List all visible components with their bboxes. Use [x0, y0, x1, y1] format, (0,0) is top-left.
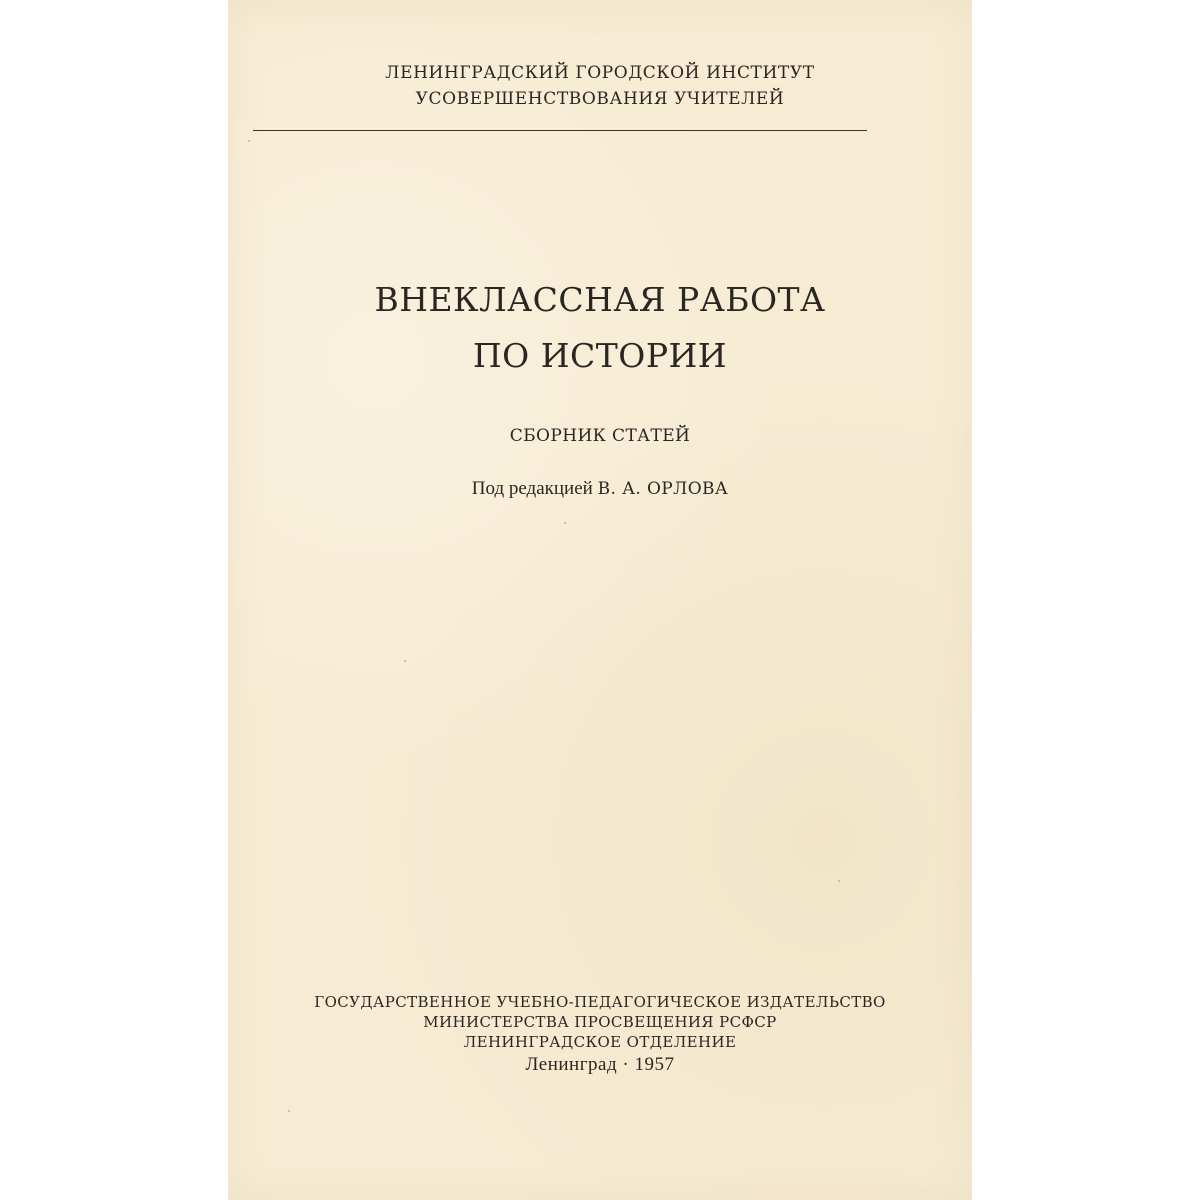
imprint-year: 1957 [634, 1054, 675, 1075]
book-title-line-2: ПО ИСТОРИИ [472, 336, 728, 375]
publisher-line-3: ЛЕНИНГРАДСКОЕ ОТДЕЛЕНИЕ [463, 1033, 737, 1051]
title-page [228, 0, 972, 1200]
paper-speck [838, 880, 840, 882]
publisher-block [228, 992, 972, 1052]
paper-speck [288, 1110, 290, 1112]
paper-speck [404, 660, 406, 662]
imprint-separator: · [622, 1054, 630, 1075]
imprint-line [228, 1054, 972, 1076]
header-divider [253, 130, 867, 131]
book-title [228, 272, 972, 384]
editor-name: В. А. ОРЛОВА [597, 479, 729, 499]
institute-line-2: УСОВЕРШЕНСТВОВАНИЯ УЧИТЕЛЕЙ [415, 89, 785, 109]
book-subtitle: СБОРНИК СТАТЕЙ [509, 426, 691, 446]
editor-credit [228, 478, 972, 500]
institute-line-1: ЛЕНИНГРАДСКИЙ ГОРОДСКОЙ ИНСТИТУТ [385, 63, 815, 83]
imprint-city: Ленинград [525, 1054, 618, 1075]
paper-speck [564, 522, 566, 524]
institute-header [228, 60, 972, 112]
book-title-line-1: ВНЕКЛАССНАЯ РАБОТА [374, 280, 826, 319]
publisher-line-2: МИНИСТЕРСТВА ПРОСВЕЩЕНИЯ РСФСР [423, 1013, 777, 1031]
editor-prefix: Под редакцией [471, 478, 593, 499]
paper-speck [248, 140, 250, 142]
publisher-line-1: ГОСУДАРСТВЕННОЕ УЧЕБНО-ПЕДАГОГИЧЕСКОЕ ИЗДАТЕЛЬСТВО [314, 993, 886, 1011]
